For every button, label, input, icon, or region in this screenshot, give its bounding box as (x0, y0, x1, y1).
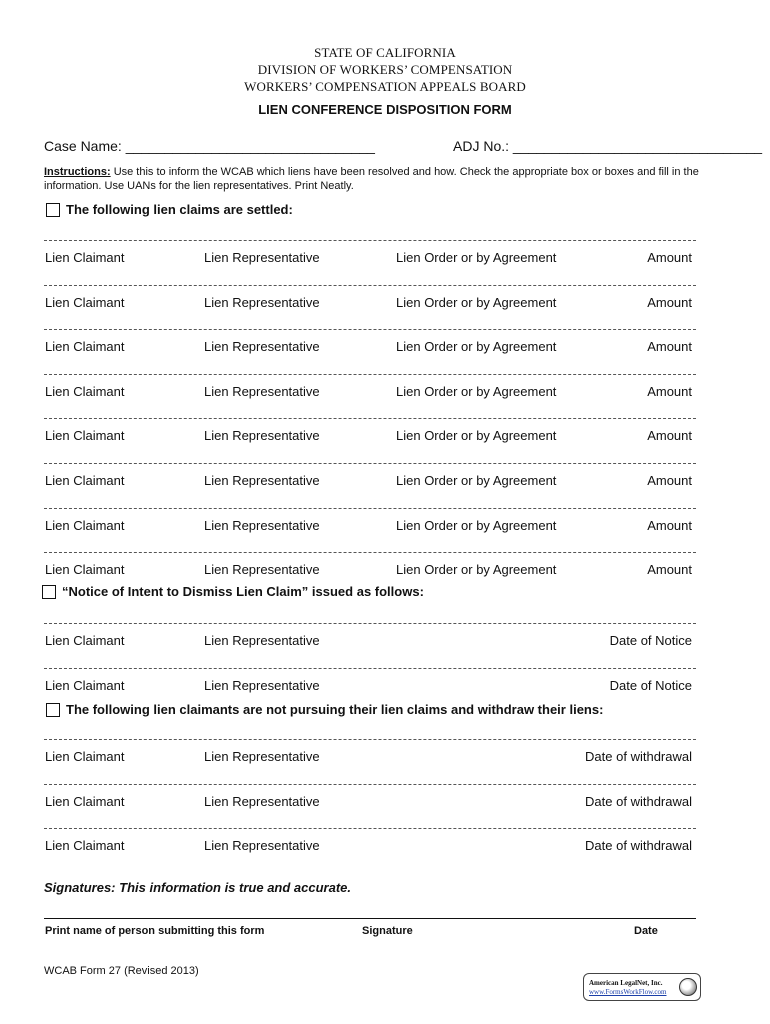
settled-row[interactable] (44, 240, 696, 266)
settled-row[interactable] (44, 329, 696, 355)
withdraw-column-label: Lien Representative (204, 749, 320, 764)
notice-checkbox[interactable] (42, 585, 56, 599)
settled-fill-line[interactable] (44, 329, 696, 330)
instructions (44, 165, 724, 193)
withdraw-section-header (46, 702, 603, 717)
settled-fill-line[interactable] (44, 285, 696, 286)
publisher-link[interactable]: www.FormsWorkFlow.com (589, 988, 667, 996)
notice-section-header (42, 584, 424, 599)
settled-column-label: Lien Representative (204, 339, 320, 355)
adj-number-field[interactable] (453, 138, 762, 154)
form-identifier: WCAB Form 27 (Revised 2013) (44, 965, 199, 977)
notice-column-label: Lien Claimant (45, 633, 125, 648)
settled-column-label: Lien Claimant (45, 294, 125, 310)
notice-section-title: “Notice of Intent to Dismiss Lien Claim” issued as follows: (62, 584, 424, 599)
settled-column-label: Lien Order or by Agreement (396, 383, 557, 399)
publisher-badge[interactable] (583, 973, 701, 1001)
withdraw-row[interactable] (44, 739, 696, 765)
withdraw-row[interactable] (44, 828, 696, 854)
instructions-label: Instructions: (44, 166, 111, 178)
settled-column-label: Lien Claimant (45, 562, 125, 578)
settled-column-label: Lien Claimant (45, 517, 125, 533)
settled-column-label: Lien Order or by Agreement (396, 428, 557, 444)
settled-column-label: Amount (647, 473, 692, 488)
notice-fill-line[interactable] (44, 668, 696, 669)
globe-icon (679, 978, 697, 996)
print-name-label: Print name of person submitting this form (45, 925, 265, 937)
withdraw-column-label: Lien Representative (204, 838, 320, 854)
header-state: STATE OF CALIFORNIA (314, 45, 456, 60)
settled-column-label: Lien Claimant (45, 473, 125, 488)
form-title: LIEN CONFERENCE DISPOSITION FORM (258, 102, 512, 117)
withdraw-checkbox[interactable] (46, 703, 60, 717)
settled-column-label: Lien Claimant (45, 428, 125, 444)
settled-column-label: Lien Claimant (45, 339, 125, 355)
settled-row[interactable] (44, 418, 696, 444)
settled-fill-line[interactable] (44, 418, 696, 419)
withdraw-fill-line[interactable] (44, 739, 696, 740)
notice-fill-line[interactable] (44, 623, 696, 624)
settled-column-label: Amount (647, 339, 692, 355)
publisher-name: American LegalNet, Inc. (589, 979, 663, 987)
settled-section-header (46, 202, 293, 217)
notice-row[interactable] (44, 623, 696, 649)
settled-row[interactable] (44, 552, 696, 578)
settled-fill-line[interactable] (44, 374, 696, 375)
case-name-label: Case Name: (44, 138, 122, 154)
withdraw-column-label: Lien Claimant (45, 749, 125, 764)
settled-fill-line[interactable] (44, 552, 696, 553)
case-name-blank[interactable]: ________________________________ (125, 138, 375, 154)
settled-column-label: Lien Order or by Agreement (396, 473, 557, 488)
settled-fill-line[interactable] (44, 240, 696, 241)
settled-fill-line[interactable] (44, 508, 696, 509)
settled-column-label: Lien Order or by Agreement (396, 339, 557, 355)
settled-column-label: Lien Order or by Agreement (396, 517, 557, 533)
settled-column-label: Amount (647, 428, 692, 444)
settled-column-label: Lien Representative (204, 428, 320, 444)
notice-row[interactable] (44, 668, 696, 694)
signature-label: Signature (362, 925, 413, 937)
notice-column-label: Lien Representative (204, 633, 320, 648)
withdraw-column-label: Lien Claimant (45, 793, 125, 809)
notice-column-label: Date of Notice (609, 633, 692, 648)
withdraw-row[interactable] (44, 784, 696, 810)
withdraw-column-label: Date of withdrawal (585, 838, 692, 854)
withdraw-column-label: Lien Representative (204, 793, 320, 809)
settled-row[interactable] (44, 508, 696, 534)
withdraw-fill-line[interactable] (44, 784, 696, 785)
settled-column-label: Lien Order or by Agreement (396, 294, 557, 310)
signatures-title: Signatures: This information is true and accurate. (44, 880, 352, 895)
header-board: WORKERS’ COMPENSATION APPEALS BOARD (244, 79, 526, 94)
settled-column-label: Lien Representative (204, 517, 320, 533)
header-division: DIVISION OF WORKERS’ COMPENSATION (257, 62, 513, 77)
settled-row[interactable] (44, 285, 696, 311)
signature-line[interactable] (44, 918, 696, 919)
date-label: Date (634, 925, 658, 937)
settled-column-label: Amount (647, 562, 692, 578)
form-header (0, 44, 770, 95)
withdraw-column-label: Date of withdrawal (585, 749, 692, 764)
settled-column-label: Lien Representative (204, 383, 320, 399)
settled-column-label: Amount (647, 383, 692, 399)
withdraw-column-label: Date of withdrawal (585, 793, 692, 809)
withdraw-section-title: The following lien claimants are not pursuing their lien claims and withdraw their liens: (66, 702, 604, 717)
settled-column-label: Amount (647, 250, 692, 265)
settled-column-label: Lien Claimant (45, 383, 125, 399)
adj-number-blank[interactable]: ________________________________ (512, 138, 763, 154)
notice-column-label: Date of Notice (609, 677, 692, 693)
settled-column-label: Lien Order or by Agreement (396, 562, 557, 578)
settled-column-label: Lien Representative (204, 562, 320, 578)
settled-section-title: The following lien claims are settled: (66, 202, 293, 217)
settled-column-label: Lien Representative (204, 250, 320, 265)
settled-checkbox[interactable] (46, 203, 60, 217)
settled-column-label: Amount (647, 294, 692, 310)
settled-column-label: Lien Representative (204, 294, 320, 310)
adj-number-label: ADJ No.: (453, 138, 510, 154)
settled-fill-line[interactable] (44, 463, 696, 464)
settled-column-label: Lien Order or by Agreement (396, 250, 557, 265)
withdraw-fill-line[interactable] (44, 828, 696, 829)
instructions-text: Use this to inform the WCAB which liens have been resolved and how. Check the appropriate box or boxes and fill in the information. Use UANs for the lien representatives. Print Neatly. (44, 166, 699, 192)
notice-column-label: Lien Claimant (45, 677, 125, 693)
settled-row[interactable] (44, 463, 696, 489)
withdraw-column-label: Lien Claimant (45, 838, 125, 854)
settled-column-label: Lien Representative (204, 473, 320, 488)
settled-row[interactable] (44, 374, 696, 400)
case-name-field[interactable] (44, 138, 375, 154)
settled-column-label: Amount (647, 517, 692, 533)
settled-column-label: Lien Claimant (45, 250, 125, 265)
notice-column-label: Lien Representative (204, 677, 320, 693)
